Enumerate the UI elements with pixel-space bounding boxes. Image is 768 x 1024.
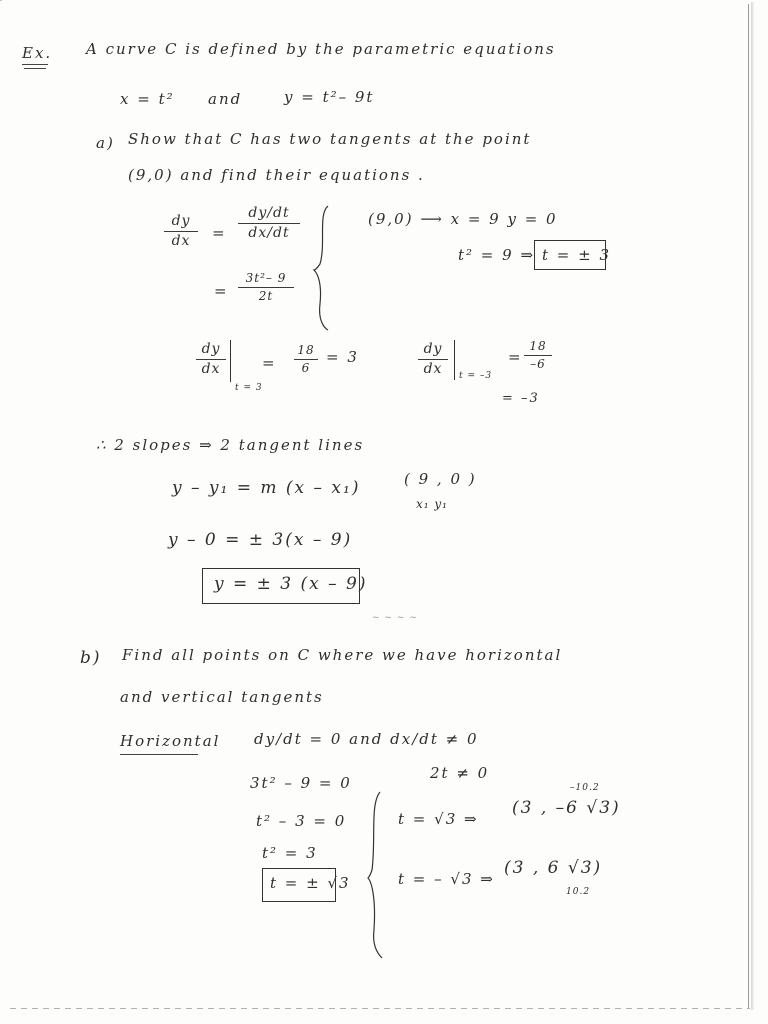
slope-neg-value-num: 18: [529, 339, 547, 353]
substituted-equation: y – 0 = ± 3(x – 9): [168, 530, 353, 550]
equals-sign: =: [214, 282, 229, 300]
fraction-bar: [238, 287, 294, 288]
dydt-numerator: dy/dt: [248, 205, 290, 221]
dydx-numerator: dy: [171, 213, 191, 229]
horizontal-step-1-side: 2t ≠ 0: [430, 764, 490, 782]
conclusion-line: ∴ 2 slopes ⇒ 2 tangent lines: [96, 436, 365, 454]
dydx-denominator: dx: [171, 233, 191, 250]
page-bottom-edge: [10, 1008, 750, 1009]
slope-pos-dydx: [196, 342, 226, 378]
dxdt-denominator: dx/dt: [248, 225, 290, 242]
curly-brace: [312, 204, 334, 332]
point-slope-form: y – y₁ = m (x – x₁): [172, 478, 361, 498]
slope-neg-value-den: –6: [530, 357, 546, 372]
slope-pos-value-den: 6: [301, 361, 311, 376]
part-a-question-line1: Show that C has two tangents at the point: [128, 130, 532, 148]
slope-neg-den: dx: [423, 361, 443, 378]
slope-pos-num: dy: [201, 341, 221, 357]
point-substitution: (9,0) ⟶ x = 9 y = 0: [368, 210, 558, 228]
evaluation-bar: [230, 340, 231, 382]
equation-x: x = t²: [120, 90, 175, 108]
page-right-edge: [748, 4, 749, 1009]
derivative-denominator: 2t: [258, 289, 274, 304]
fraction-bar: [294, 359, 318, 360]
slope-pos-value-fraction: [294, 344, 318, 375]
section-divider: ~ ~ ~ ~: [372, 613, 418, 623]
case-1-t: t = √3 ⇒: [398, 810, 479, 828]
horizontal-label: Horizontal: [120, 732, 221, 750]
example-label-underline: [22, 64, 48, 65]
t-answer: t = ± 3: [542, 246, 612, 264]
slope-neg-num: dy: [423, 341, 443, 357]
horizontal-label-underline: [120, 754, 198, 755]
dydx-fraction: [164, 214, 198, 250]
equation-y: y = t²– 9t: [284, 88, 375, 106]
example-label-underline-2: [24, 68, 46, 69]
page-corner-mark: [0, 0, 67, 29]
derivative-numerator: 3t²– 9: [245, 271, 287, 285]
problem-statement: A curve C is defined by the parametric equations: [86, 40, 556, 58]
part-a-label: a): [96, 134, 115, 152]
slope-neg-result: = –3: [502, 391, 540, 406]
slope-pos-subscript: t = 3: [235, 383, 263, 393]
case-1-point: (3 , –6 √3): [512, 798, 621, 818]
fraction-bar: [418, 359, 448, 360]
case-2-t: t = – √3 ⇒: [398, 870, 495, 888]
part-b-question-line1: Find all points on C where we have horizontal: [122, 646, 563, 664]
case-1-decimal: –10.2: [570, 783, 600, 793]
fraction-bar: [196, 359, 226, 360]
slope-neg-subscript: t = –3: [459, 371, 493, 381]
and-word: and: [208, 90, 243, 108]
point-coordinate-labels: x₁ y₁: [416, 497, 448, 511]
fraction-bar: [164, 231, 198, 232]
example-label: Ex.: [22, 44, 53, 62]
horizontal-condition: dy/dt = 0 and dx/dt ≠ 0: [254, 730, 479, 748]
cases-brace: [366, 790, 386, 960]
case-2-point: (3 , 6 √3): [504, 858, 603, 878]
slope-neg-value-fraction: [524, 340, 552, 371]
part-b-question-line2: and vertical tangents: [120, 688, 324, 706]
fraction-bar: [524, 355, 552, 356]
case-2-decimal: 10.2: [566, 887, 591, 897]
final-answer: y = ± 3 (x – 9): [214, 574, 368, 594]
slope-pos-value-num: 18: [297, 343, 315, 357]
t-squared-line: t² = 9 ⇒: [458, 246, 536, 264]
fraction-bar: [238, 223, 300, 224]
horizontal-t-answer: t = ± √3: [270, 874, 351, 892]
horizontal-step-1: 3t² – 9 = 0: [250, 774, 352, 792]
slope-pos-den: dx: [201, 361, 221, 378]
horizontal-step-2: t² – 3 = 0: [256, 812, 347, 830]
slope-neg-dydx: [418, 342, 448, 378]
horizontal-step-3: t² = 3: [262, 844, 318, 862]
slope-pos-result: = 3: [326, 348, 359, 366]
page-right-shadow: [751, 2, 754, 1010]
equals-sign: =: [508, 348, 523, 366]
equals-sign: =: [212, 224, 227, 242]
dydt-over-dxdt-fraction: [238, 206, 300, 242]
part-b-label: b): [80, 648, 102, 668]
equals-sign: =: [262, 354, 277, 372]
evaluation-bar: [454, 340, 455, 380]
part-a-question-line2: (9,0) and find their equations .: [128, 166, 425, 184]
point-coordinates: ( 9 , 0 ): [404, 470, 477, 488]
derivative-fraction: [238, 272, 294, 303]
